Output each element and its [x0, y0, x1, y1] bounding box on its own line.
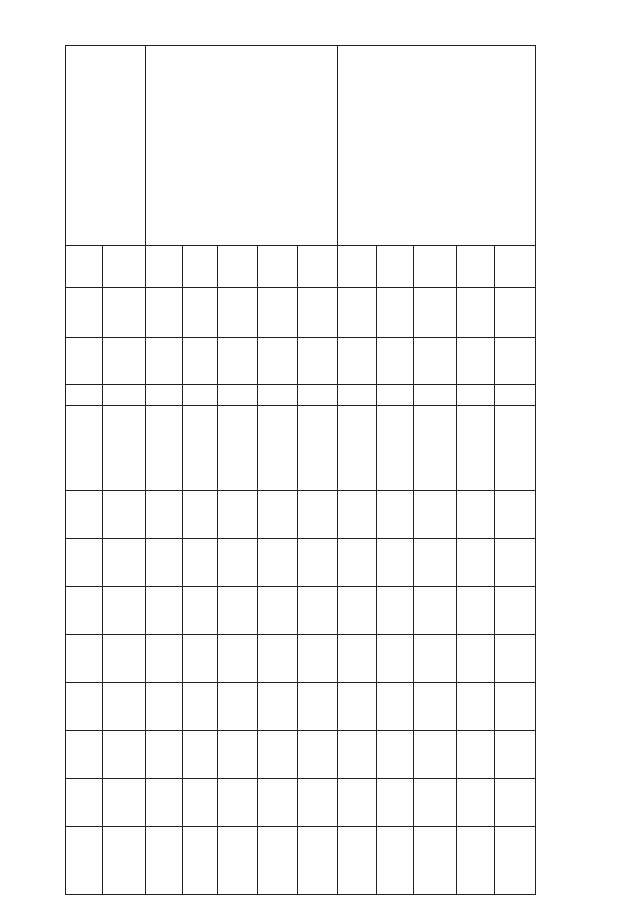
rotated-page-content [65, 45, 536, 891]
section-code-cell [258, 288, 297, 338]
section-code-cell [66, 288, 103, 338]
funding-source-cell [494, 406, 535, 491]
year-value-cell [297, 491, 337, 539]
year-value-cell [494, 491, 535, 539]
year-value-cell [258, 779, 297, 827]
year-value-cell [218, 587, 258, 635]
year-value-cell [218, 731, 258, 779]
section-code-cell [297, 288, 337, 338]
department-cell [66, 46, 146, 246]
year-value-cell [456, 731, 494, 779]
year-value-cell [297, 539, 337, 587]
year-value-cell [218, 539, 258, 587]
year-value-cell [297, 827, 337, 895]
year-value-cell [145, 683, 182, 731]
grbs-code-cell [377, 246, 414, 288]
year-value-cell [456, 587, 494, 635]
grbs-code-cell [182, 246, 217, 288]
year-value-cell [145, 827, 182, 895]
year-value-cell [218, 491, 258, 539]
year-value-cell [66, 635, 103, 683]
section-code-cell [145, 288, 182, 338]
year-value-cell [414, 539, 456, 587]
year-value-cell [66, 731, 103, 779]
year-value-cell [377, 635, 414, 683]
year-value-cell [297, 683, 337, 731]
year-value-cell [414, 635, 456, 683]
year-value-cell [258, 731, 297, 779]
expense-type-cell [414, 385, 456, 406]
year-value-cell [182, 587, 217, 635]
year-value-cell [414, 779, 456, 827]
year-value-cell [337, 827, 376, 895]
grbs-code-cell [494, 246, 535, 288]
year-value-cell [218, 635, 258, 683]
year-value-cell [145, 491, 182, 539]
year-value-cell [297, 635, 337, 683]
year-value-cell [258, 827, 297, 895]
expense-type-cell [456, 385, 494, 406]
year-value-cell [377, 827, 414, 895]
department-cell [145, 46, 337, 246]
year-value-cell [337, 587, 376, 635]
year-value-cell [103, 539, 145, 587]
year-value-cell [182, 635, 217, 683]
expense-type-cell [297, 385, 337, 406]
expense-type-cell [182, 385, 217, 406]
funding-source-cell [337, 406, 376, 491]
year-value-cell [456, 779, 494, 827]
year-value-cell [337, 491, 376, 539]
section-code-cell [182, 288, 217, 338]
rotated-table-wrapper [65, 45, 536, 891]
year-value-cell [456, 683, 494, 731]
year-value-cell [377, 779, 414, 827]
table-body [66, 46, 536, 895]
year-value-cell [218, 827, 258, 895]
target-article-cell [103, 338, 145, 385]
expense-type-cell [377, 385, 414, 406]
year-value-cell [494, 827, 535, 895]
funding-source-cell [258, 406, 297, 491]
year-value-cell [337, 779, 376, 827]
year-value-cell [66, 827, 103, 895]
year-value-cell [414, 683, 456, 731]
grbs-code-cell [103, 246, 145, 288]
year-value-cell [494, 587, 535, 635]
year-value-cell [182, 779, 217, 827]
year-value-cell [337, 539, 376, 587]
year-value-cell [66, 539, 103, 587]
year-value-cell [456, 635, 494, 683]
year-value-cell [377, 539, 414, 587]
year-value-cell [145, 587, 182, 635]
target-article-cell [66, 338, 103, 385]
target-article-cell [337, 338, 376, 385]
year-value-cell [218, 683, 258, 731]
year-value-cell [337, 731, 376, 779]
year-value-cell [414, 731, 456, 779]
year-value-cell [494, 683, 535, 731]
grbs-code-cell [297, 246, 337, 288]
funding-source-cell [145, 406, 182, 491]
year-value-cell [103, 827, 145, 895]
target-article-cell [258, 338, 297, 385]
year-value-cell [66, 683, 103, 731]
year-value-cell [103, 731, 145, 779]
grbs-code-cell [337, 246, 376, 288]
year-value-cell [182, 491, 217, 539]
year-value-cell [456, 539, 494, 587]
grbs-code-cell [145, 246, 182, 288]
year-value-cell [258, 539, 297, 587]
year-value-cell [103, 587, 145, 635]
expense-type-cell [337, 385, 376, 406]
target-article-cell [145, 338, 182, 385]
year-value-cell [66, 587, 103, 635]
section-code-cell [494, 288, 535, 338]
section-code-cell [414, 288, 456, 338]
year-value-cell [414, 827, 456, 895]
year-value-cell [258, 635, 297, 683]
funding-source-cell [103, 406, 145, 491]
grbs-code-cell [414, 246, 456, 288]
year-value-cell [258, 587, 297, 635]
year-value-cell [377, 491, 414, 539]
year-value-cell [218, 779, 258, 827]
section-code-cell [377, 288, 414, 338]
year-value-cell [377, 731, 414, 779]
table-row [494, 46, 535, 895]
year-value-cell [494, 635, 535, 683]
year-value-cell [337, 683, 376, 731]
target-article-cell [182, 338, 217, 385]
year-value-cell [297, 587, 337, 635]
expense-type-cell [218, 385, 258, 406]
section-code-cell [218, 288, 258, 338]
year-value-cell [182, 683, 217, 731]
funding-source-cell [377, 406, 414, 491]
grbs-code-cell [66, 246, 103, 288]
year-value-cell [414, 587, 456, 635]
year-value-cell [103, 683, 145, 731]
year-value-cell [145, 779, 182, 827]
year-value-cell [297, 731, 337, 779]
year-value-cell [494, 779, 535, 827]
year-value-cell [494, 539, 535, 587]
page-number [36, 437, 52, 453]
funding-source-cell [182, 406, 217, 491]
expense-type-cell [258, 385, 297, 406]
target-article-cell [456, 338, 494, 385]
year-value-cell [377, 587, 414, 635]
year-value-cell [103, 779, 145, 827]
year-value-cell [258, 683, 297, 731]
expense-type-cell [145, 385, 182, 406]
section-code-cell [456, 288, 494, 338]
section-code-cell [103, 288, 145, 338]
target-article-cell [494, 338, 535, 385]
expense-type-cell [103, 385, 145, 406]
year-value-cell [297, 779, 337, 827]
target-article-cell [218, 338, 258, 385]
target-article-cell [414, 338, 456, 385]
funding-source-cell [456, 406, 494, 491]
year-value-cell [494, 731, 535, 779]
year-value-cell [145, 539, 182, 587]
year-value-cell [182, 539, 217, 587]
year-value-cell [414, 491, 456, 539]
year-value-cell [182, 731, 217, 779]
year-value-cell [103, 635, 145, 683]
year-value-cell [337, 635, 376, 683]
department-cell [337, 46, 535, 246]
funding-source-cell [414, 406, 456, 491]
funding-source-cell [297, 406, 337, 491]
expense-type-cell [494, 385, 535, 406]
year-value-cell [258, 491, 297, 539]
budget-table [65, 45, 536, 895]
year-value-cell [66, 779, 103, 827]
year-value-cell [145, 635, 182, 683]
year-value-cell [66, 491, 103, 539]
grbs-code-cell [218, 246, 258, 288]
grbs-code-cell [258, 246, 297, 288]
year-value-cell [103, 491, 145, 539]
table-row [103, 46, 145, 895]
funding-source-cell [218, 406, 258, 491]
funding-source-cell [66, 406, 103, 491]
table-row [297, 46, 337, 895]
target-article-cell [297, 338, 337, 385]
target-article-cell [377, 338, 414, 385]
year-value-cell [182, 827, 217, 895]
expense-type-cell [66, 385, 103, 406]
year-value-cell [456, 491, 494, 539]
year-value-cell [145, 731, 182, 779]
year-value-cell [377, 683, 414, 731]
grbs-code-cell [456, 246, 494, 288]
year-value-cell [456, 827, 494, 895]
section-code-cell [337, 288, 376, 338]
